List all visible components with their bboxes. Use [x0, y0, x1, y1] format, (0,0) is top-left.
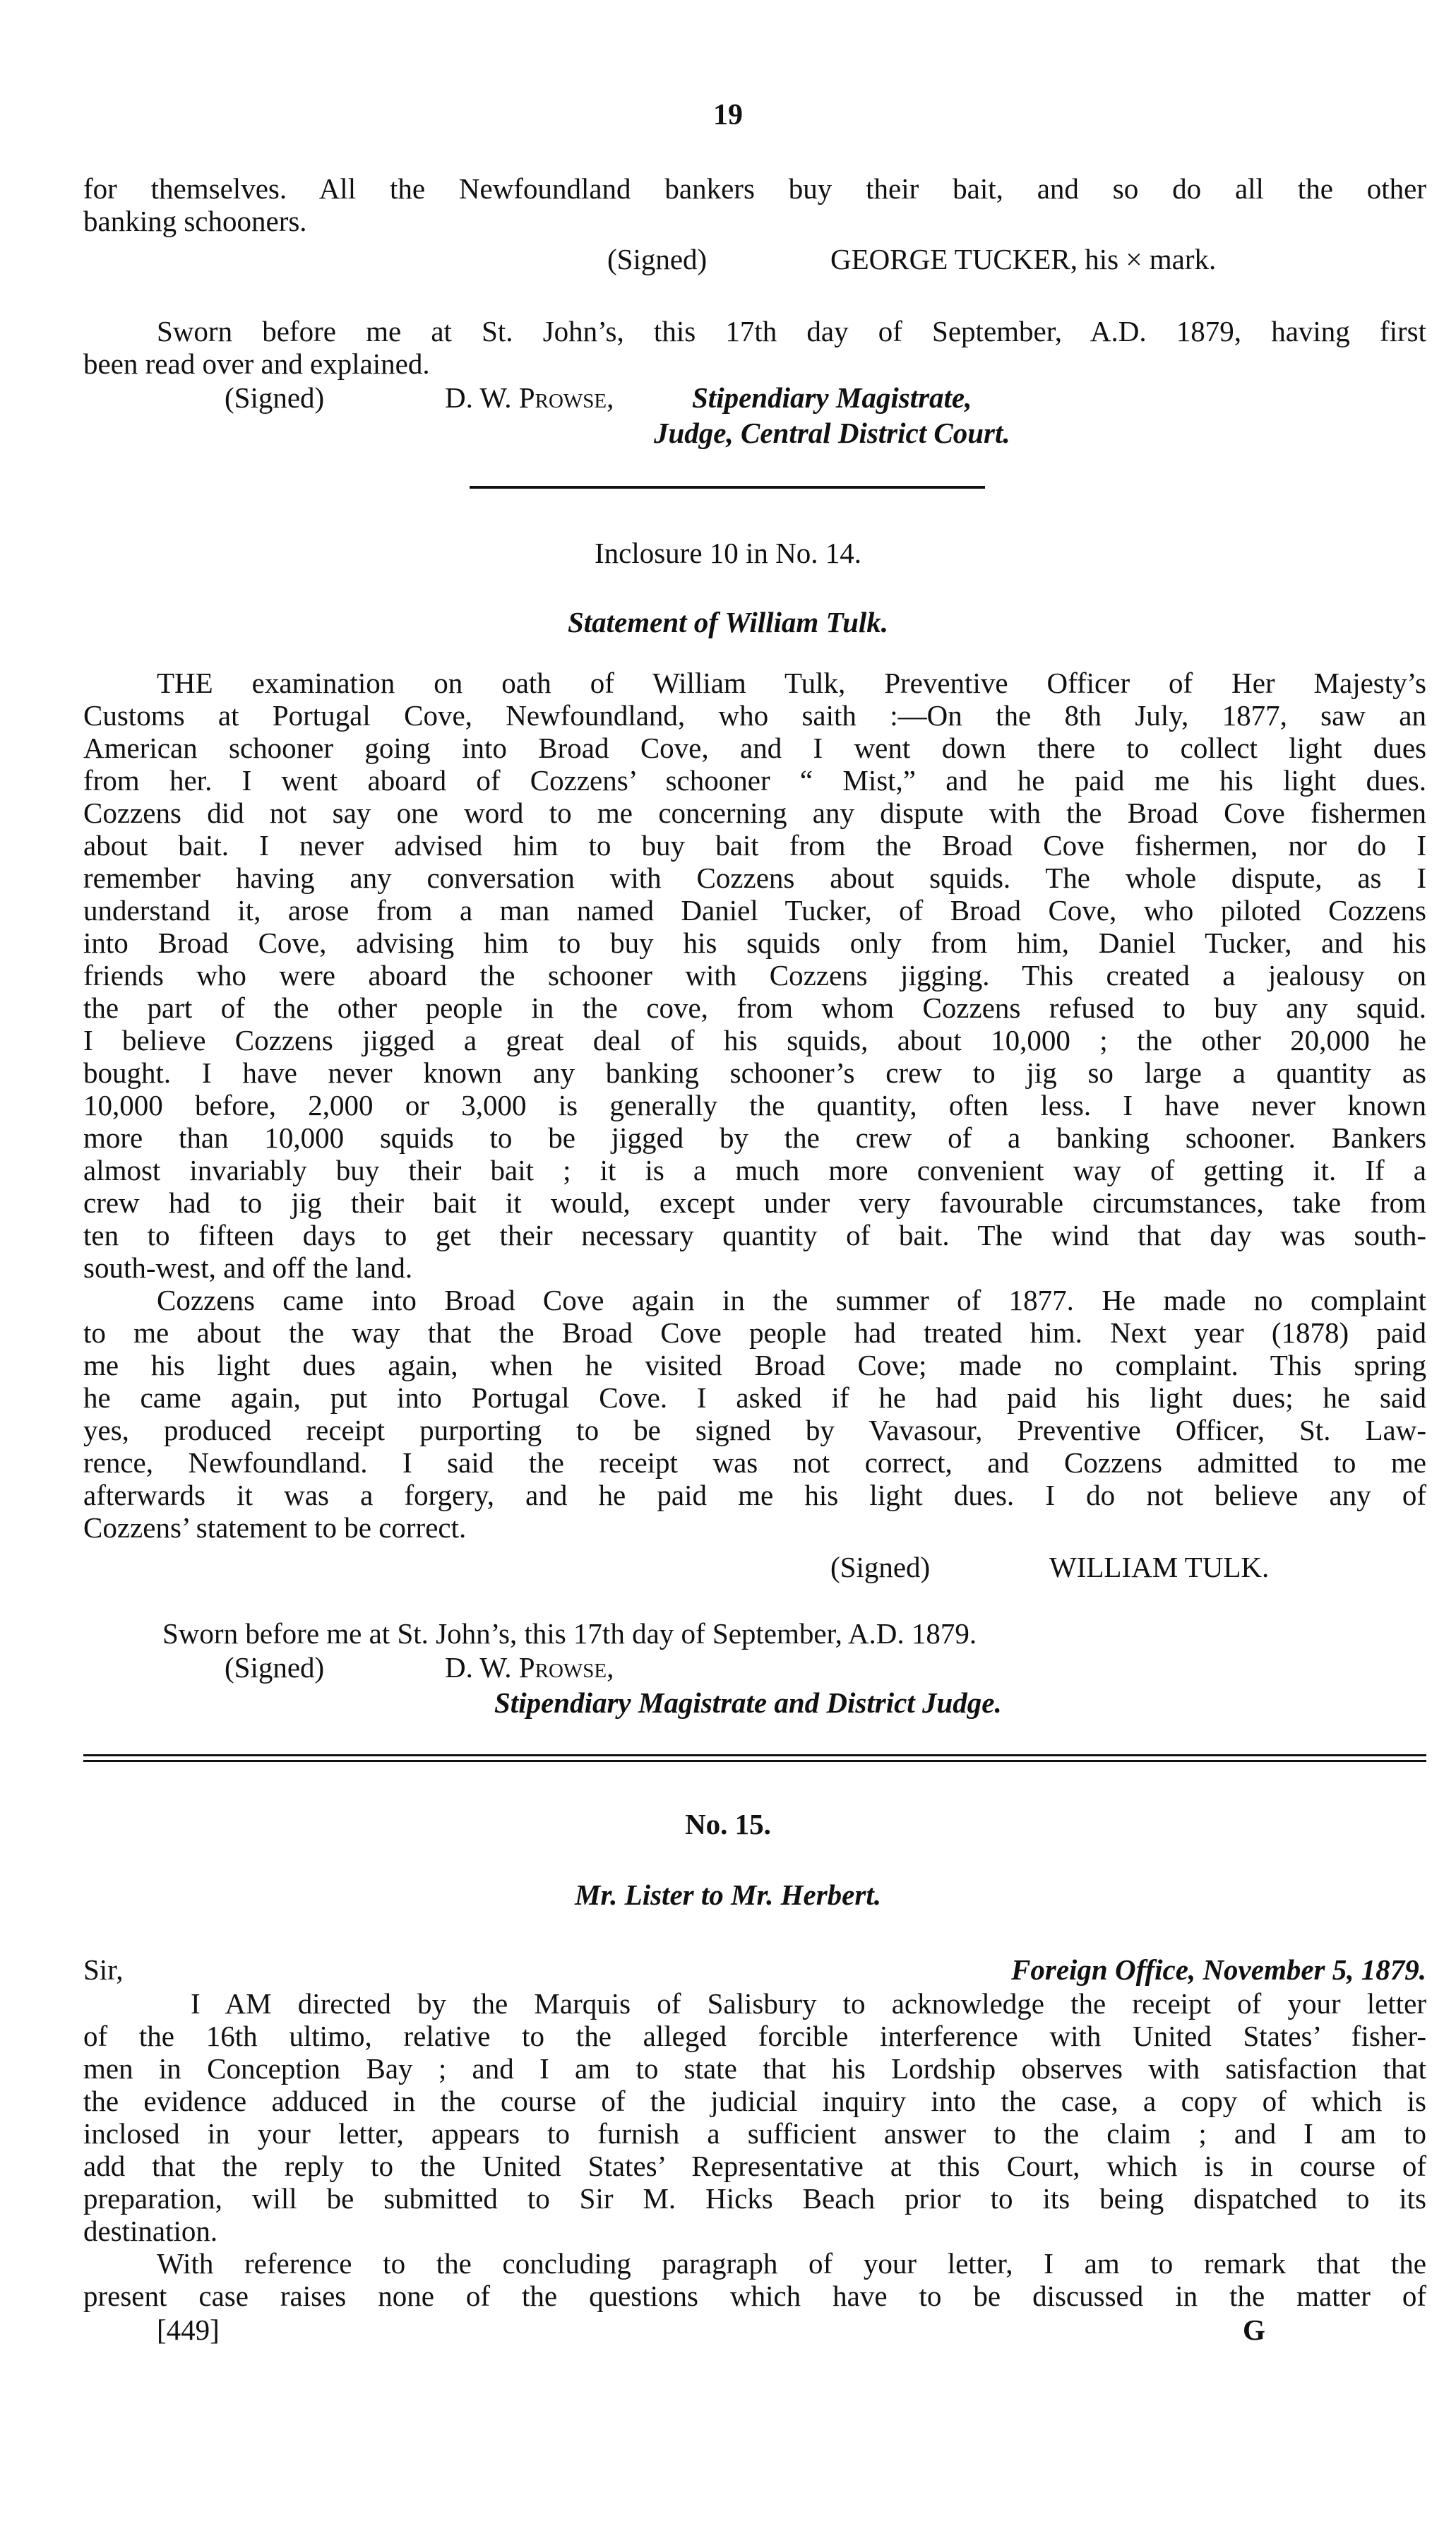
paragraph-line: rence, Newfoundland. I said the receipt was not correct, and Cozzens admitted to me — [83, 1446, 1426, 1479]
paragraph-line: add that the reply to the United States’ Representative at this Court, which is in course of — [83, 2150, 1426, 2182]
paragraph-line: 10,000 before, 2,000 or 3,000 is generally the quantity, often less. I have never known — [83, 1089, 1426, 1121]
signed-label: (Signed) — [607, 243, 708, 275]
text-line: for themselves. All the Newfoundland bankers buy their bait, and so do all the other — [83, 172, 1426, 205]
paragraph-line: the part of the other people in the cove, from whom Cozzens refused to buy any squid. — [83, 992, 1426, 1024]
magistrate-title: Stipendiary Magistrate and District Judge. — [494, 1686, 1002, 1719]
paragraph-line: Cozzens came into Broad Cove again in the summer of 1877. He made no complaint — [157, 1284, 1426, 1316]
letter-dateline: Foreign Office, November 5, 1879. — [1011, 1953, 1426, 1986]
paragraph-line: preparation, will be submitted to Sir M. Hicks Beach prior to its being dispatched to its — [83, 2182, 1426, 2215]
section-divider — [470, 486, 985, 489]
gathering-letter: G — [1243, 2314, 1265, 2346]
letter-salutation: Sir, — [83, 1953, 124, 1986]
paragraph-line: THE examination on oath of William Tulk, Preventive Officer of Her Majesty’s — [157, 667, 1426, 699]
paragraph-line: destination. — [83, 2215, 218, 2247]
paragraph-line: remember having any conversation with Cozzens about squids. The whole dispute, as I — [83, 862, 1426, 894]
section-divider — [83, 1754, 1426, 1756]
magistrate-title: Judge, Central District Court. — [654, 417, 1010, 449]
paragraph-line: ten to fifteen days to get their necessary quantity of bait. The wind that day was south- — [83, 1219, 1426, 1251]
paragraph-line: from her. I went aboard of Cozzens’ schooner “ Mist,” and he paid me his light dues. — [83, 764, 1426, 797]
magistrate-title: Stipendiary Magistrate, — [692, 381, 972, 414]
section-divider — [83, 1760, 1426, 1762]
paragraph-line: I believe Cozzens jigged a great deal of his squids, about 10,000 ; the other 20,000 he — [83, 1024, 1426, 1056]
magistrate-name: D. W. Prowse, — [445, 1651, 614, 1684]
section-subheading: Statement of William Tulk. — [567, 606, 889, 638]
magistrate-signed-label: (Signed) — [225, 1651, 325, 1684]
paragraph-line: I AM directed by the Marquis of Salisbury to acknowledge the receipt of your letter — [191, 1987, 1426, 2020]
paragraph-line: Customs at Portugal Cove, Newfoundland, who saith :—On the 8th July, 1877, saw an — [83, 699, 1426, 732]
magistrate-name: D. W. Prowse, — [445, 381, 614, 414]
paragraph-line: inclosed in your letter, appears to furnish a sufficient answer to the claim ; and I am to — [83, 2117, 1426, 2150]
section-heading: Inclosure 10 in No. 14. — [594, 537, 862, 569]
paragraph-line: bought. I have never known any banking schooner’s crew to jig so large a quantity as — [83, 1056, 1426, 1089]
paragraph-line: of the 16th ultimo, relative to the alleged forcible interference with United States’ fisher- — [83, 2020, 1426, 2052]
text-line: banking schooners. — [83, 205, 307, 237]
magistrate-signed-label: (Signed) — [225, 381, 325, 414]
page-number: 19 — [713, 99, 743, 131]
paragraph-line: me his light dues again, when he visited Broad Cove; made no complaint. This spring — [83, 1349, 1426, 1381]
paragraph-line: With reference to the concluding paragraph of your letter, I am to remark that the — [157, 2247, 1426, 2280]
paragraph-line: crew had to jig their bait it would, except under very favourable circumstances, take from — [83, 1186, 1426, 1219]
paragraph-line: friends who were aboard the schooner with Cozzens jigging. This created a jealousy on — [83, 959, 1426, 992]
paragraph-line: men in Conception Bay ; and I am to state that his Lordship observes with satisfaction that — [83, 2052, 1426, 2085]
paragraph-line: Cozzens’ statement to be correct. — [83, 1511, 467, 1544]
paragraph-line: into Broad Cove, advising him to buy his squids only from him, Daniel Tucker, and his — [83, 927, 1426, 959]
signature-mark: [449] — [157, 2314, 220, 2346]
paragraph-line: American schooner going into Broad Cove, and I went down there to collect light dues — [83, 732, 1426, 764]
paragraph-line: to me about the way that the Broad Cove people had treated him. Next year (1878) paid — [83, 1316, 1426, 1349]
document-number-heading: No. 15. — [685, 1808, 771, 1840]
signer-name: WILLIAM TULK. — [1049, 1551, 1270, 1583]
sworn-statement: Sworn before me at St. John’s, this 17th day of September, A.D. 1879, having first — [157, 315, 1426, 347]
sworn-statement: been read over and explained. — [83, 347, 430, 380]
paragraph-line: more than 10,000 squids to be jigged by the crew of a banking schooner. Bankers — [83, 1121, 1426, 1154]
sworn-statement: Sworn before me at St. John’s, this 17th day of September, A.D. 1879. — [162, 1617, 977, 1650]
paragraph-line: yes, produced receipt purporting to be signed by Vavasour, Preventive Officer, St. Law- — [83, 1414, 1426, 1446]
paragraph-line: understand it, arose from a man named Daniel Tucker, of Broad Cove, who piloted Cozzens — [83, 894, 1426, 927]
paragraph-line: he came again, put into Portugal Cove. I asked if he had paid his light dues; he said — [83, 1381, 1426, 1414]
paragraph-line: afterwards it was a forgery, and he paid me his light dues. I do not believe any of — [83, 1479, 1426, 1511]
letter-title: Mr. Lister to Mr. Herbert. — [575, 1879, 881, 1911]
paragraph-line: present case raises none of the questions which have to be discussed in the matter of — [83, 2280, 1426, 2312]
signed-label: (Signed) — [830, 1551, 931, 1583]
paragraph-line: the evidence adduced in the course of the judicial inquiry into the case, a copy of which is — [83, 2085, 1426, 2117]
paragraph-line: south-west, and off the land. — [83, 1251, 413, 1284]
paragraph-line: about bait. I never advised him to buy bait from the Broad Cove fishermen, nor do I — [83, 829, 1426, 862]
paragraph-line: almost invariably buy their bait ; it is a much more convenient way of getting it. If a — [83, 1154, 1426, 1186]
signer-name: GEORGE TUCKER, his × mark. — [830, 243, 1217, 275]
paragraph-line: Cozzens did not say one word to me concerning any dispute with the Broad Cove fishermen — [83, 797, 1426, 829]
